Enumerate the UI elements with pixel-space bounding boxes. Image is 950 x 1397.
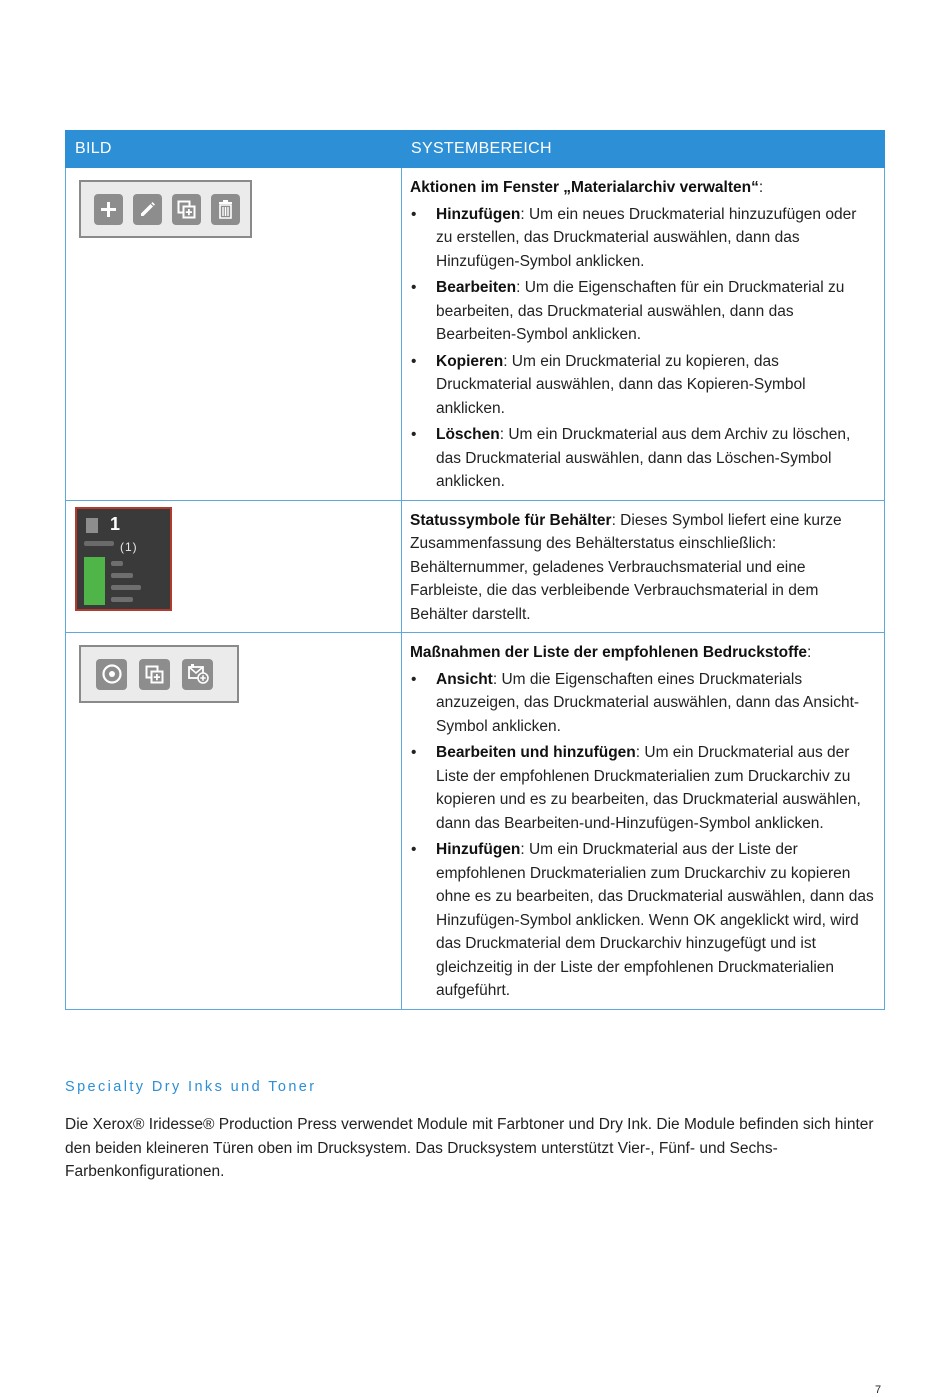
item-text: : Um die Eigenschaften eines Druckmaterials anzuzeigen, das Druckmaterial auswählen, dann das Ansicht-Symbol anklicken.	[436, 670, 860, 735]
row-intro	[410, 509, 876, 627]
action-list	[410, 203, 876, 494]
image-cell	[66, 633, 402, 1010]
description-cell	[402, 168, 885, 501]
item-term: Hinzufügen	[436, 205, 521, 223]
item-text: : Um ein Druckmaterial aus der Liste der empfohlenen Druckmaterialien zum Druckarchiv zu kopieren und es zu bearbeiten, das Druckmaterial auswählen, dann das Bearbeiten-und-Hinzufügen-Symbol anklicken.	[436, 744, 861, 832]
item-text: : Um die Eigenschaften für ein Druckmaterial zu bearbeiten, das Druckmaterial auswählen, dann das Bearbeiten-Symbol anklicken.	[436, 279, 845, 343]
recommended-media-toolbar-image	[79, 645, 239, 703]
row-intro	[410, 641, 876, 665]
item-term: Bearbeiten und hinzufügen	[436, 744, 636, 761]
info-table	[65, 130, 885, 1010]
list-item: • Ansicht: Um die Eigenschaften eines Druckmaterials anzuzeigen, das Druckmaterial auswählen, dann das Ansicht-Symbol anklicken.	[411, 670, 860, 735]
action-list	[410, 668, 876, 1003]
image-cell	[66, 168, 402, 501]
library-actions-toolbar-image	[79, 180, 252, 238]
body-paragraph: Die Xerox® Iridesse® Production Press verwendet Module mit Farbtoner und Dry Ink. Die Module befinden sich hinter den beiden kleineren Türen oben im Drucksystem. Das Drucksystem unterstützt Vier-, Fünf- und Sechs-Farbenkonfigurationen.	[65, 1116, 874, 1180]
supply-level-bar	[84, 557, 105, 605]
list-item: • Bearbeiten: Um die Eigenschaften für ein Druckmaterial zu bearbeiten, das Druckmaterial auswählen, dann das Bearbeiten-Symbol anklicken.	[411, 279, 845, 343]
item-text: : Um ein Druckmaterial zu kopieren, das Druckmaterial auswählen, dann das Kopieren-Symbol anklicken.	[436, 352, 806, 417]
trash-icon	[211, 194, 240, 225]
list-item: • Kopieren: Um ein Druckmaterial zu kopieren, das Druckmaterial auswählen, dann das Kopieren-Symbol anklicken.	[411, 352, 806, 417]
column-header-systembereich: SYSTEMBEREICH	[402, 131, 885, 168]
intro-term: Maßnahmen der Liste der empfohlenen Bedruckstoffe	[410, 644, 808, 661]
bin-status-image	[75, 507, 172, 611]
bin-chip-icon	[86, 518, 98, 533]
add-to-library-icon	[182, 659, 213, 690]
description-cell	[402, 633, 885, 1010]
list-item: • Hinzufügen: Um ein Druckmaterial aus der Liste der empfohlenen Druckmaterialien zum Druckarchiv zu kopieren ohne es zu bearbeiten, das Druckmaterial auswählen, dann das Hinzufügen-Symbol anklicken. Wenn OK angeklickt wird, wird das Druckmaterial dem Druckarchiv hinzugefügt und ist gleichzeitig in der Liste der empfohlenen Druckmaterialien aufgeführt.	[411, 841, 874, 999]
table-row	[66, 168, 885, 501]
item-text: : Um ein neues Druckmaterial hinzuzufügen oder zu erstellen, das Druckmaterial auswählen, dann das Hinzufügen-Symbol anklicken.	[436, 205, 857, 270]
table-row	[66, 633, 885, 1010]
eye-icon	[96, 659, 127, 690]
bin-number: 1	[110, 513, 121, 534]
row-intro	[410, 176, 876, 200]
copy-icon	[172, 194, 201, 225]
bin-count: (1)	[120, 539, 138, 554]
table-header-row	[66, 131, 885, 168]
intro-term: Statussymbole für Behälter	[410, 511, 612, 529]
item-text: : Um ein Druckmaterial aus der Liste der empfohlenen Druckmaterialien zum Druckarchiv zu kopieren ohne es zu bearbeiten, das Druckmaterial auswählen, dann das Hinzufügen-Symbol anklicken. Wenn OK angeklickt wird, wird das Druckmaterial dem Druckarchiv hinzugefügt und ist gleichzeitig in der Liste der empfohlenen Druckmaterialien aufgeführt.	[436, 841, 874, 999]
table-row	[66, 500, 885, 633]
intro-term: Aktionen im Fenster „Materialarchiv verwalten“	[410, 179, 759, 196]
intro-text: : Dieses Symbol liefert eine kurze Zusammenfassung des Behälterstatus einschließlich: Behälternummer, geladenes Verbrauchsmaterial und eine Farbleiste, die das verbleibende Verbrauchsmaterial in dem Behälter darstellt.	[410, 511, 842, 623]
image-cell	[66, 500, 402, 633]
description-cell	[402, 500, 885, 633]
section-heading: Specialty Dry Inks und Toner	[65, 1079, 317, 1095]
item-text: : Um ein Druckmaterial aus dem Archiv zu löschen, das Druckmaterial auswählen, dann das Löschen-Symbol anklicken.	[436, 426, 851, 490]
plus-icon	[94, 194, 123, 225]
list-item: • Hinzufügen: Um ein neues Druckmaterial hinzuzufügen oder zu erstellen, das Druckmaterial auswählen, dann das Hinzufügen-Symbol anklicken.	[411, 205, 857, 270]
column-header-bild: BILD	[66, 131, 402, 168]
page-number: 7	[875, 1384, 882, 1396]
pencil-icon	[133, 194, 162, 225]
item-term: Löschen	[436, 426, 500, 443]
list-item: • Löschen: Um ein Druckmaterial aus dem Archiv zu löschen, das Druckmaterial auswählen, dann das Löschen-Symbol anklicken.	[411, 426, 851, 490]
copy-add-icon	[139, 659, 170, 690]
item-term: Kopieren	[436, 352, 504, 370]
item-term: Bearbeiten	[436, 279, 517, 296]
list-item: • Bearbeiten und hinzufügen: Um ein Druckmaterial aus der Liste der empfohlenen Druckmaterialien zum Druckarchiv zu kopieren und es zu bearbeiten, das Druckmaterial auswählen, dann das Bearbeiten-und-Hinzufügen-Symbol anklicken.	[411, 744, 861, 832]
item-term: Hinzufügen	[436, 841, 521, 858]
intro-text: :	[807, 644, 812, 661]
item-term: Ansicht	[436, 670, 493, 688]
intro-text: :	[758, 179, 764, 196]
